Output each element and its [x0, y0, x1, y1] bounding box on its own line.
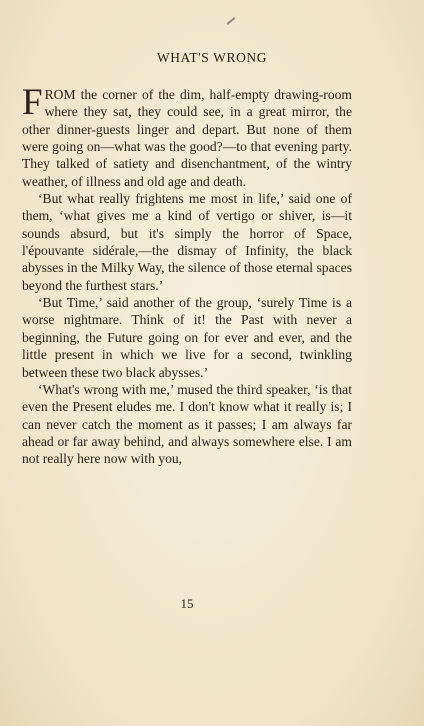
body-text	[22, 82, 352, 468]
paragraph-3: ‘But Time,’ said another of the group, ‘surely Time is a worse nightmare. Think of it! the Past with never a beginning, the Future going on for ever and ever, and the little present in which we live for a second, twinkling between these two black abysses.’	[22, 295, 352, 380]
paragraph-1-text: ROM the corner of the dim, half-empty drawing-room where they sat, they could see, in a great mirror, the other dinner-guests linger and depart. But none of them were going on—what was the good?—to that evening party. They talked of satiety and disenchantment, of the wintry weather, of illness and old age and death.	[22, 87, 352, 189]
running-header: WHAT'S WRONG	[156, 50, 268, 65]
drop-cap: F	[22, 82, 43, 123]
page-number: 15	[180, 596, 194, 611]
paragraph-4: ‘What's wrong with me,’ mused the third speaker, ‘is that even the Present eludes me. I don't know what it really is; I can never catch the moment as it passes; I am always far ahead or far away behind, and always somewhere else. I am not really here now with you,	[22, 381, 352, 467]
paragraph-2: ‘But what really frightens me most in life,’ said one of them, ‘what gives me a kind of vertigo or shiver, is—it sounds absurd, but it's simply the horror of Space, l'épouvante sidérale,—the dismay of Infinity, the black abysses in the Milky Way, the silence of those eternal spaces beyond the furthest stars.’	[22, 191, 352, 293]
pencil-mark	[227, 17, 236, 25]
paragraph-1	[22, 82, 352, 190]
